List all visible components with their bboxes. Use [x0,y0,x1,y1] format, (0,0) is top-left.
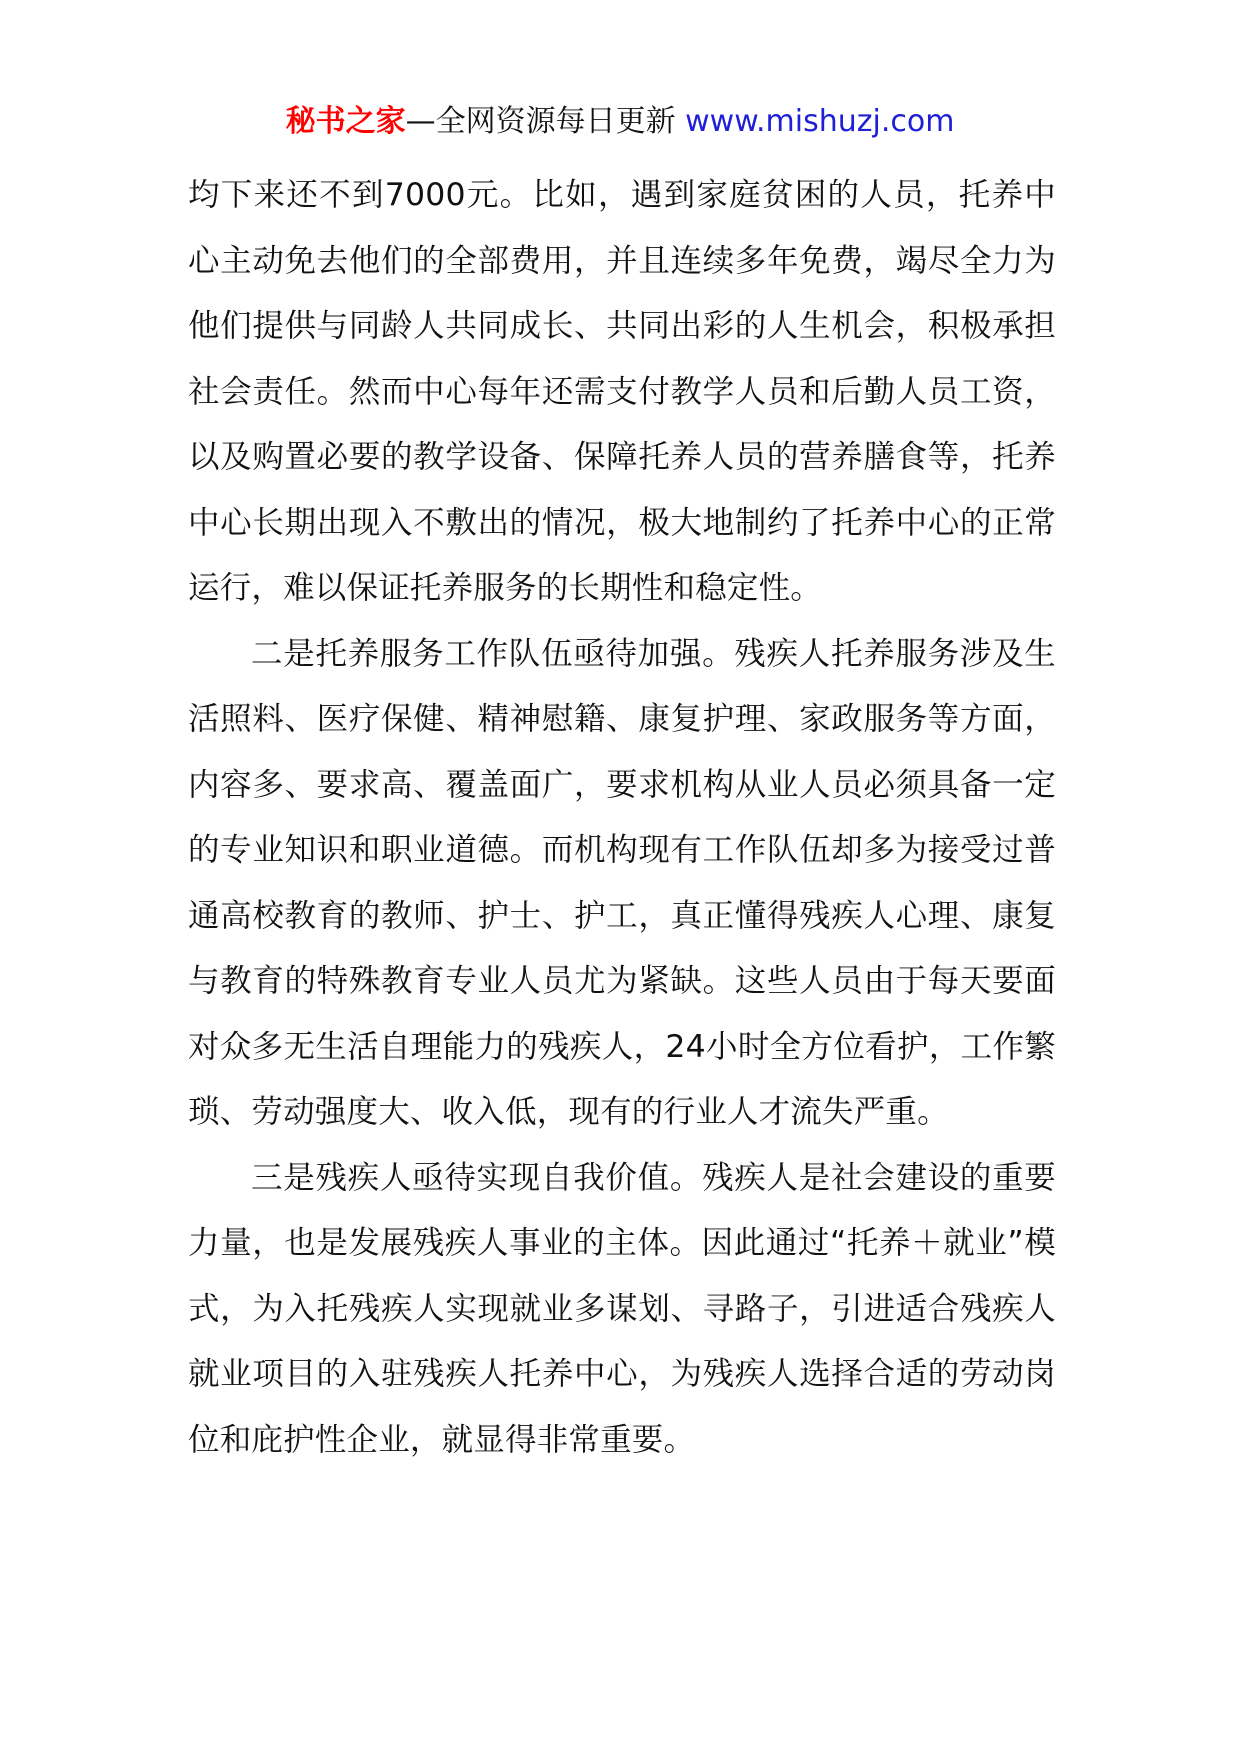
site-header [0,102,1240,142]
brand-name: 秘书之家 [285,104,406,139]
paragraph-team-strengthening: 二是托养服务工作队伍亟待加强。残疾人托养服务涉及生活照料、医疗保健、精神慰籍、康复护理、家政服务等方面，内容多、要求高、覆盖面广，要求机构从业人员必须具备一定的专业知识和职业道德。而机构现有工作队伍却多为接受过普通高校教育的教师、护士、护工，真正懂得残疾人心理、康复与教育的特殊教育专业人员尤为紧缺。这些人员由于每天要面对众多无生活自理能力的残疾人，24小时全方位看护，工作繁琐、劳动强度大、收入低，现有的行业人才流失严重。 [188,635,1056,1130]
header-tagline: —全网资源每日更新 [405,104,676,139]
paragraph-self-value: 三是残疾人亟待实现自我价值。残疾人是社会建设的重要力量，也是发展残疾人事业的主体。因此通过“托养＋就业”模式，为入托残疾人实现就业多谋划、寻路子，引进适合残疾人就业项目的入驻残疾人托养中心，为残疾人选择合适的劳动岗位和庇护性企业，就显得非常重要。 [188,1159,1056,1458]
document-body [188,163,1056,1473]
site-url-link[interactable]: www.mishuzj.com [685,104,955,139]
paragraph-continuation: 均下来还不到7000元。比如，遇到家庭贫困的人员，托养中心主动免去他们的全部费用，并且连续多年免费，竭尽全力为他们提供与同龄人共同成长、共同出彩的人生机会，积极承担社会责任。然而中心每年还需支付教学人员和后勤人员工资，以及购置必要的教学设备、保障托养人员的营养膳食等，托养中心长期出现入不敷出的情况，极大地制约了托养中心的正常运行，难以保证托养服务的长期性和稳定性。 [188,177,1056,606]
